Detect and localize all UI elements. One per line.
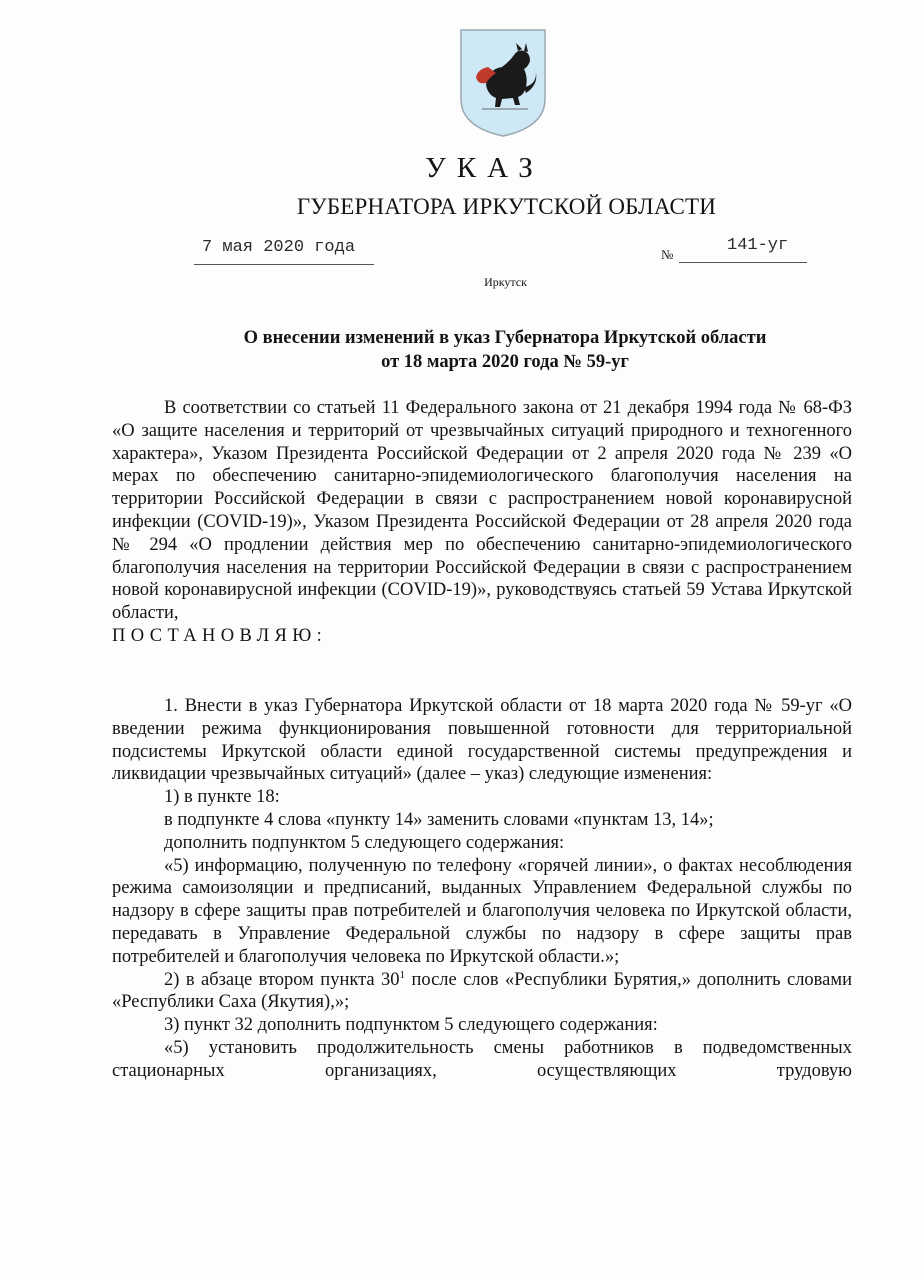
subitem-3: 3) пункт 32 дополнить подпунктом 5 следующего содержания: bbox=[164, 1015, 658, 1036]
subitem-1a: в подпункте 4 слова «пункту 14» заменить словами «пунктам 13, 14»; bbox=[164, 809, 714, 830]
subitem-2-end: после слов «Республики Бурятия,» дополнить словами «Республики Саха (Якутия),»; bbox=[112, 969, 852, 1013]
subitem-1c: «5) информацию, полученную по телефону «горячей линии», о фактах несоблюдения режима самоизоляции и предписаний, выданных Управлением Федеральной службы по надзору в сфере защиты прав потребителей и благополучия человека по Иркутской области, передавать в Управление Федеральной службы по надзору в сфере защиты прав потребителей и благополучия человека по Иркутской области.»; bbox=[112, 855, 852, 967]
items-block bbox=[112, 695, 852, 1083]
number-value: 141-уг bbox=[727, 236, 789, 255]
preamble-paragraph: В соответствии со статьей 11 Федерального закона от 21 декабря 1994 года № 68-ФЗ «О защите населения и территорий от чрезвычайных ситуаций природного и техногенного характера», Указом Президента Российской Федерации от 2 апреля 2020 года № 239 «О мерах по обеспечению санитарно-эпидемиологического благополучия населения на территории Российской Федерации в связи с распространением новой коронавирусной инфекции (COVID-19)», Указом Президента Российской Федерации от 28 апреля 2020 года № 294 «О продлении действия мер по обеспечению санитарно-эпидемиологического благополучия населения на территории Российской Федерации в связи с распространением новой коронавирусной инфекции (COVID-19)», руководствуясь статьей 59 Устава Иркутской области, bbox=[112, 398, 852, 624]
number-sign: № bbox=[661, 247, 674, 262]
heading-line-2: от 18 марта 2020 года № 59-уг bbox=[381, 352, 629, 372]
document-title: УКАЗ bbox=[425, 152, 544, 184]
subitem-3a: «5) установить продолжительность смены работников в подведомственных стационарных организациях, осуществляющих трудовую bbox=[112, 1037, 852, 1081]
subitem-2-start: 2) в абзаце втором пункта 30 bbox=[164, 969, 400, 990]
subitem-2 bbox=[112, 969, 852, 1015]
item-1: 1. Внести в указ Губернатора Иркутской области от 18 марта 2020 года № 59-уг «О введении режима функционирования повышенной готовности для территориальной подсистемы Иркутской области единой государственной системы предупреждения и ликвидации чрезвычайных ситуаций» (далее – указ) следующие изменения: bbox=[112, 696, 852, 785]
heading-line-1: О внесении изменений в указ Губернатора Иркутской области bbox=[243, 328, 767, 348]
city-name: Иркутск bbox=[484, 275, 527, 289]
date-field bbox=[194, 236, 374, 265]
number-field bbox=[679, 234, 807, 263]
document-heading bbox=[110, 326, 900, 374]
decree-word: ПОСТАНОВЛЯЮ: bbox=[112, 625, 328, 646]
subitem-1: 1) в пункте 18: bbox=[164, 787, 280, 808]
subitem-1b: дополнить подпунктом 5 следующего содержания: bbox=[164, 832, 565, 853]
date-value: 7 мая 2020 года bbox=[202, 238, 356, 257]
preamble-block bbox=[112, 397, 852, 648]
subitem-2-superscript: 1 bbox=[399, 968, 406, 981]
document-subtitle: ГУБЕРНАТОРА ИРКУТСКОЙ ОБЛАСТИ bbox=[296, 194, 717, 219]
irkutsk-coat-of-arms-icon bbox=[458, 27, 548, 139]
